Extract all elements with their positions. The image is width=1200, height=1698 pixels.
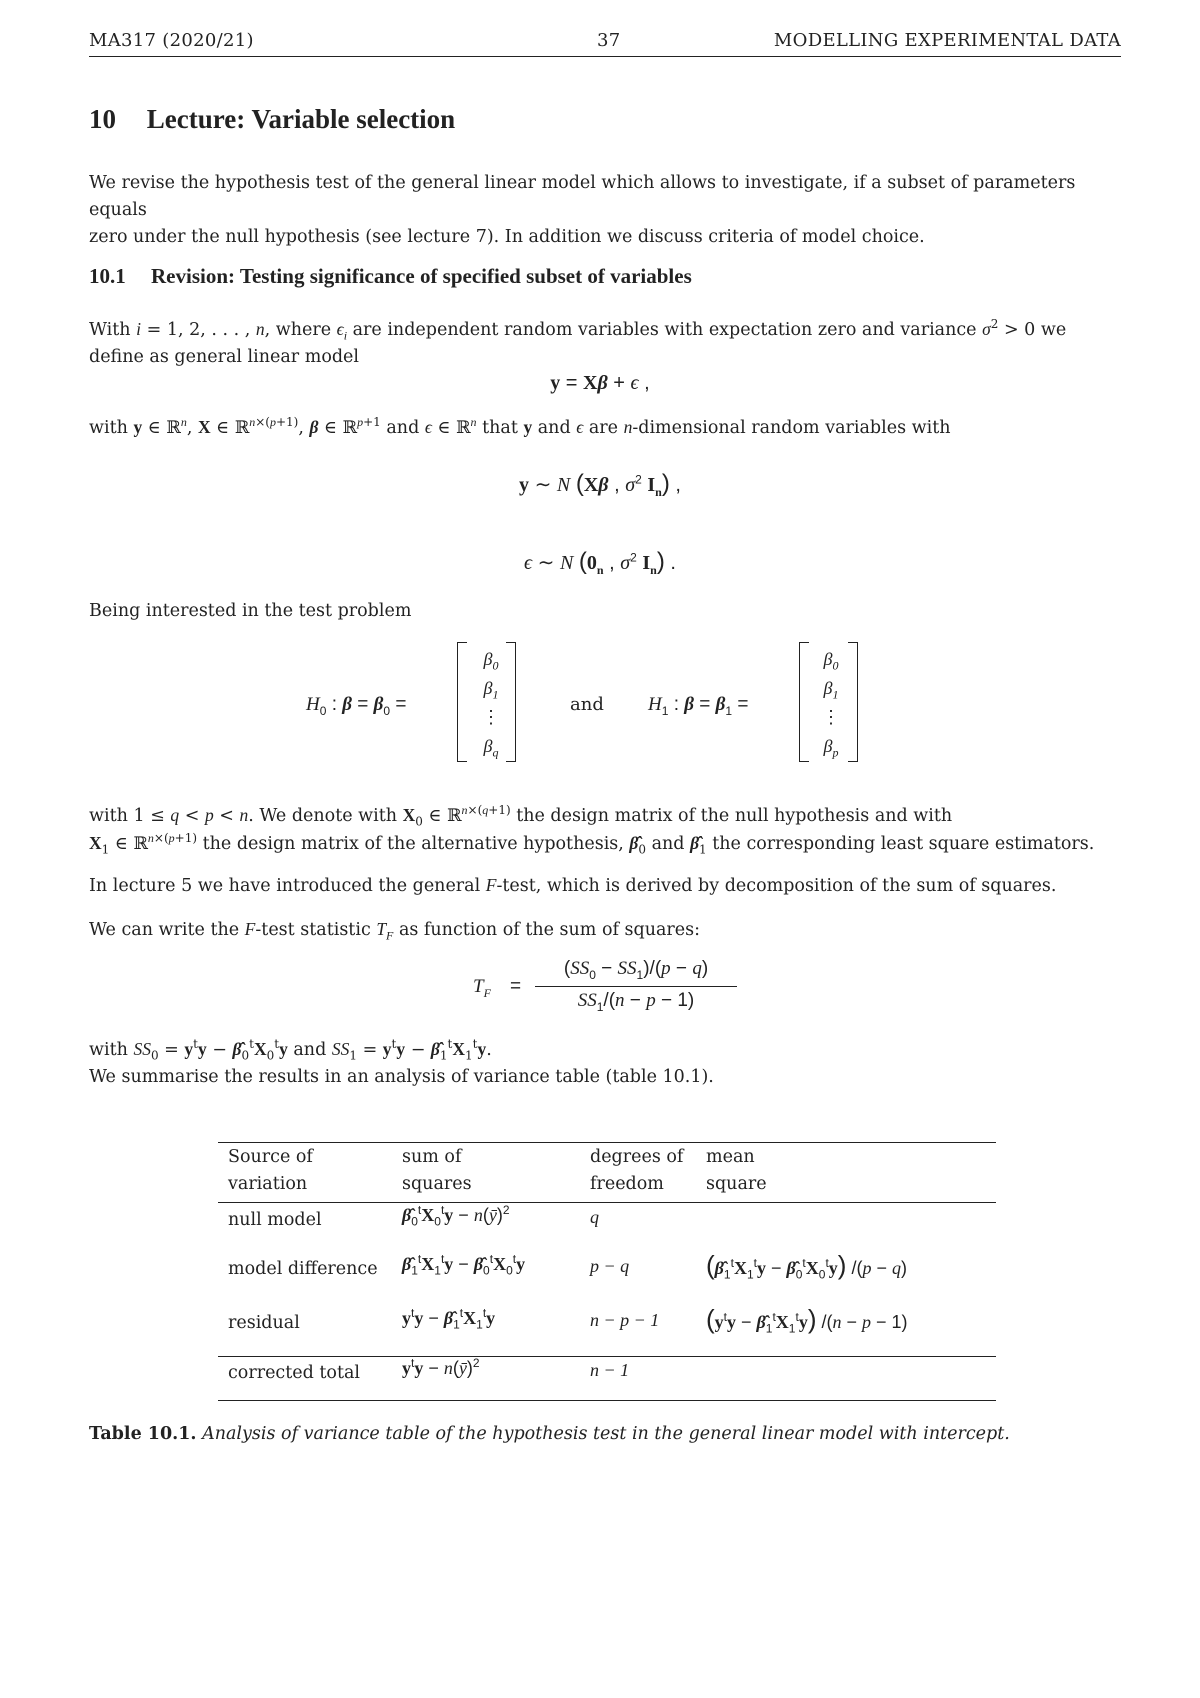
row-residual-source: residual [228, 1313, 300, 1333]
header-page-number: 37 [597, 30, 621, 51]
h1-vector: $\beta_0$ $\beta_1$ ⋮ $\beta_p$ [822, 649, 840, 760]
intro-line-1: We revise the hypothesis test of the general linear model which allows to investigate, if a subset of parameters equals [89, 173, 1076, 220]
h1-vector-left-bracket [799, 642, 809, 762]
intro-line-2: zero under the null hypothesis (see lecture 7). In addition we discuss criteria of model choice. [89, 227, 925, 247]
design-matrix-line-1: with 1 ≤ q < p < n. We denote with $X_0$ ∈ ℝ$^{n\times(q+1)}$ the design matrix of the null hypothesis and with [89, 803, 953, 829]
section-heading [89, 104, 455, 135]
caption-label: Table 10.1. [89, 1424, 197, 1444]
sum-of-squares-definition: with $SS_0 = y^ty$ − $\betâ_0^tX_0^ty$ and $SS_1 = y^ty$ − $\betâ_1^tX_1^ty$. [89, 1037, 492, 1063]
h0-vector-right-bracket [506, 642, 516, 762]
h1-lhs: $H_1$ : $\beta = \beta_1$ = [648, 694, 749, 718]
equation-y-distribution: y ∼ N (Xβ , $\sigma^2$ $I_n$) , [519, 470, 681, 499]
row-null-model-source: null model [228, 1210, 322, 1230]
row-model-difference-source: model difference [228, 1259, 378, 1279]
header-source: Source of variation [228, 1147, 313, 1194]
test-problem-intro: Being interested in the test problem [89, 601, 412, 621]
row-model-difference-df: p − q [590, 1256, 630, 1276]
row-residual-ss: $y^ty$ − $\betâ_1^tX_1^ty$ [402, 1306, 496, 1332]
h0-vector-left-bracket [457, 642, 467, 762]
subsection-heading [89, 264, 692, 289]
caption-text: Analysis of variance table of the hypothesis test in the general linear model with intercept. [202, 1424, 1010, 1444]
summary-sentence: We summarise the results in an analysis of variance table (table 10.1). [89, 1067, 714, 1087]
section-number: 10 [89, 104, 116, 134]
row-model-difference-ms: ($\betâ_1^tX_1^ty$ − $\betâ_0^tX_0^ty$) /(p − q) [706, 1250, 907, 1282]
table-header-rule [218, 1202, 996, 1203]
table-top-rule [218, 1142, 996, 1143]
header-mean-square: mean square [706, 1147, 767, 1194]
table-bottom-rule [218, 1400, 996, 1401]
design-matrix-line-2: $X_1$ ∈ ℝ$^{n\times(p+1)}$ the design matrix of the alternative hypothesis, $\betâ_0$ and $\betâ_1$ the corresponding least square estimators. [89, 831, 1095, 857]
section-title: Lecture: Variable selection [146, 104, 456, 134]
header-degrees-of-freedom: degrees of freedom [590, 1147, 684, 1194]
table-caption [89, 1424, 1010, 1444]
row-residual-ms: ($y^ty$ − $\betâ_1^tX_1^ty$) /(n − p − 1) [706, 1304, 908, 1336]
design-matrix-paragraph [89, 802, 1149, 858]
header-rule [89, 56, 1121, 57]
h1-vector-right-bracket [848, 642, 858, 762]
row-corrected-total-df: n − 1 [590, 1360, 630, 1380]
row-corrected-total-ss: $y^ty$ − n(ȳ)$^2$ [402, 1356, 480, 1378]
subsection-number: 10.1 [89, 264, 126, 288]
equation-error-distribution: ϵ ∼ N ($0_n$ , $\sigma^2$ $I_n$) . [524, 548, 676, 577]
lecture5-paragraph: In lecture 5 we have introduced the general F-test, which is derived by decomposition of the sum of squares. [89, 875, 1057, 896]
h0-lhs: $H_0$ : $\beta = \beta_0$ = [306, 694, 407, 718]
equation-f-statistic: $T_F$ = $(SS_0 - SS_1)/(p - q)$ $SS_1/(n - p - 1)$ [473, 958, 743, 1018]
row-null-model-df: q [590, 1207, 599, 1227]
header-course: MA317 (2020/21) [89, 30, 254, 51]
row-null-model-ss: $\betâ_0^tX_0^ty$ − n(ȳ)$^2$ [402, 1203, 510, 1229]
dimensions-line: with y ∈ ℝ$^n$, X ∈ ℝ$^{n\times(p+1)}$, β ∈ ℝ$^{p+1}$ and ϵ ∈ ℝ$^n$ that y and ϵ are n-dimensional random variables with [89, 415, 951, 438]
subsection-title: Revision: Testing significance of specified subset of variables [151, 264, 692, 288]
definition-line-2: define as general linear model [89, 347, 360, 367]
header-sum-of-squares: sum of squares [402, 1147, 472, 1194]
h0-vector: $\beta_0$ $\beta_1$ ⋮ $\beta_q$ [482, 649, 500, 760]
anova-table-header [218, 1144, 996, 1202]
definition-paragraph [89, 316, 1129, 371]
section-intro [89, 170, 1129, 251]
equation-linear-model: y = Xβ + ϵ , [550, 372, 650, 394]
header-title: MODELLING EXPERIMENTAL DATA [773, 30, 1121, 51]
hypotheses-and: and [570, 694, 604, 715]
table-total-rule [218, 1356, 996, 1357]
f-test-paragraph: We can write the F-test statistic $T_F$ as function of the sum of squares: [89, 919, 701, 943]
row-model-difference-ss: $\betâ_1^tX_1^ty$ − $\betâ_0^tX_0^ty$ [402, 1252, 526, 1278]
row-corrected-total-source: corrected total [228, 1363, 361, 1383]
definition-line-1: With i = 1, 2, . . . , n, where $\epsilon_i$ are independent random variables with expectation zero and variance $\sigma^2 > 0$ we [89, 317, 1067, 343]
row-residual-df: n − p − 1 [590, 1310, 660, 1330]
